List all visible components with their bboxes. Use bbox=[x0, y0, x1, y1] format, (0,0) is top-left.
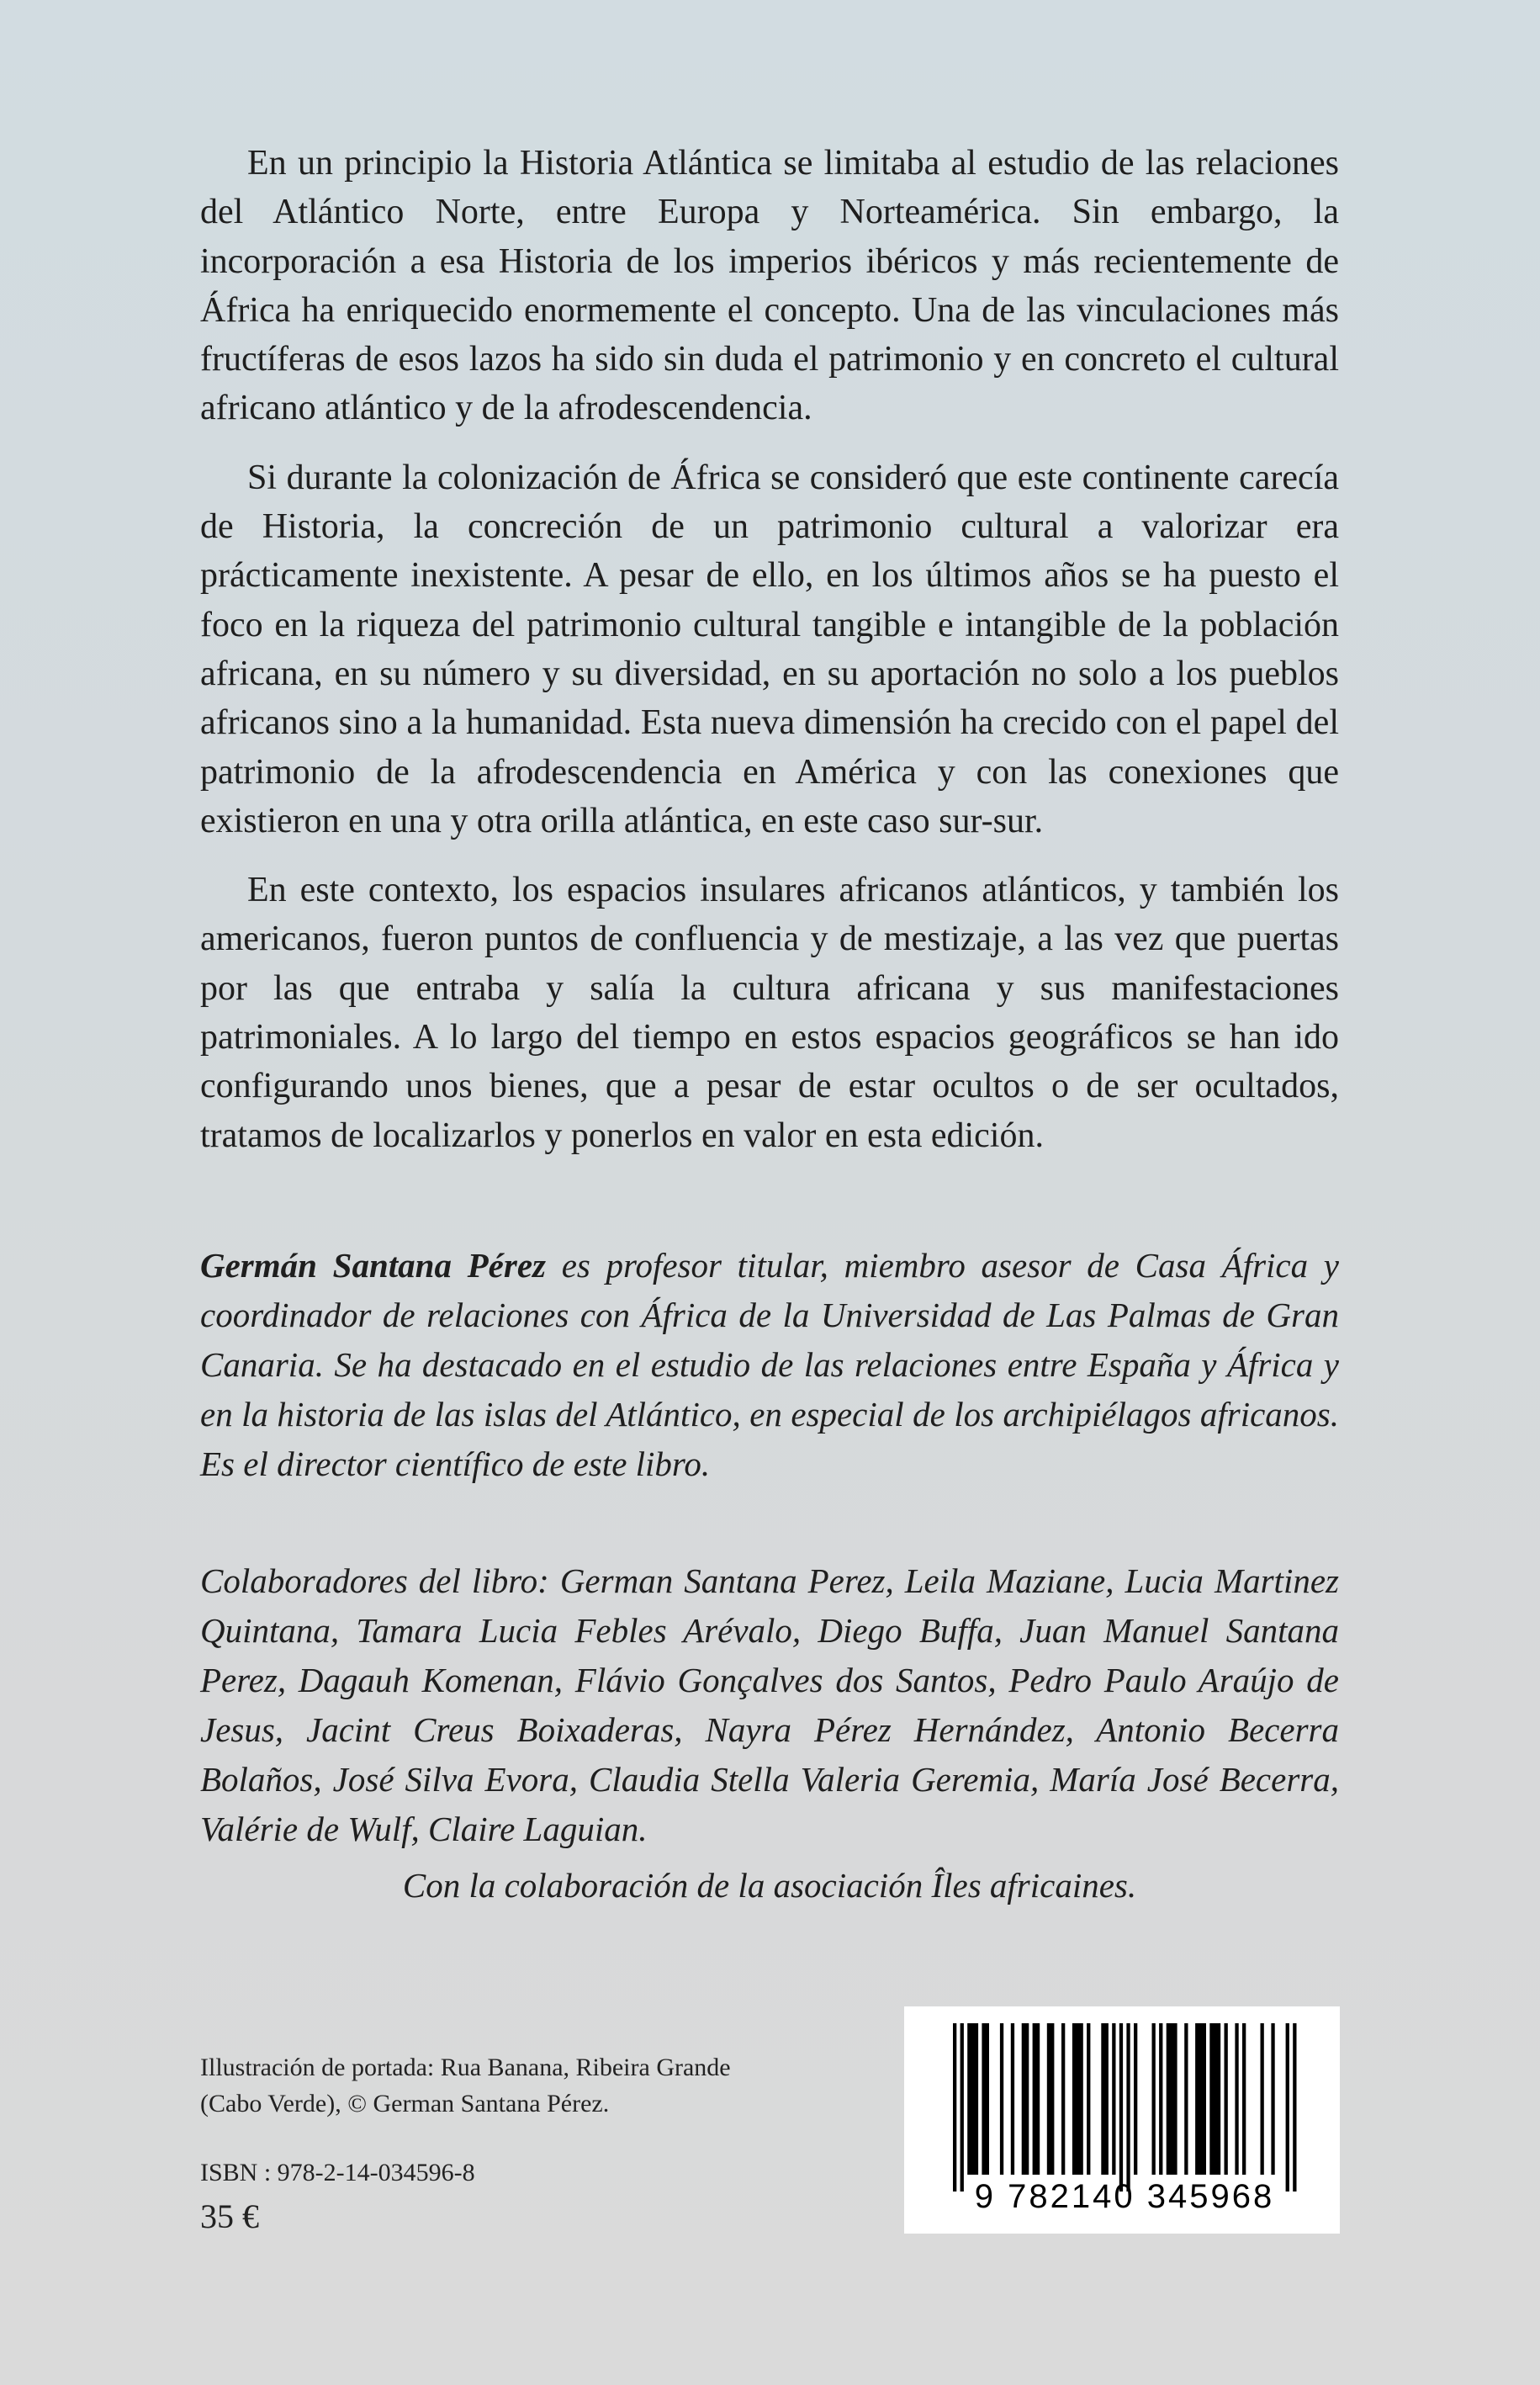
barcode-bar bbox=[1022, 2023, 1029, 2175]
barcode-bar bbox=[1000, 2023, 1003, 2175]
barcode-bar bbox=[1087, 2023, 1090, 2175]
barcode-bar bbox=[1011, 2023, 1014, 2175]
summary-paragraph-3: En este contexto, los espacios insulares africanos atlánticos, y también los americanos, fueron puntos de confluencia y de mestizaje, a las vez que puertas por las que entraba y salía la cultura africana y sus manifestaciones patrimoniales. A lo largo del tiempo en estos espacios geográficos se han ido configurando unos bienes, que a pesar de estar ocultos o de ser ocultados, tratamos de localizarlos y ponerlos en valor en esta edición. bbox=[200, 871, 1339, 1155]
cover-illustration-credit: Illustración de portada: Rua Banana, Ribeira Grande (Cabo Verde), © German Santana Pérez. bbox=[200, 2054, 731, 2117]
author-name: Germán Santana Pérez bbox=[200, 1246, 546, 1285]
barcode-bar bbox=[1271, 2023, 1274, 2175]
collaboration-note: Con la colaboración de la asociación Îles africaines. bbox=[402, 1866, 1137, 1905]
barcode-bar bbox=[1167, 2023, 1177, 2175]
barcode-bar bbox=[953, 2023, 956, 2192]
isbn: ISBN : 978-2-14-034596-8 bbox=[200, 2159, 475, 2186]
barcode-bar bbox=[1126, 2023, 1130, 2192]
book-summary bbox=[200, 139, 1339, 1180]
contributors-list bbox=[200, 1556, 1339, 1854]
barcode-bar bbox=[1209, 2023, 1220, 2175]
barcode-bar bbox=[1235, 2023, 1238, 2175]
barcode-bar bbox=[1261, 2023, 1264, 2175]
barcode-bar bbox=[1242, 2023, 1246, 2175]
barcode-bar bbox=[1225, 2023, 1228, 2175]
barcode-bar bbox=[1184, 2023, 1188, 2175]
author-bio-text: es profesor titular, miembro asesor de Casa África y coordinador de relaciones con África de la Universidad de Las Palmas de Gran Canaria. Se ha destacado en el estudio de las relaciones entre España y África y en la historia de las islas del Atlántico, en especial de los archipiélagos africanos. Es el director científico de este libro. bbox=[200, 1246, 1340, 1483]
barcode-bar bbox=[1195, 2023, 1206, 2175]
price: 35 € bbox=[200, 2197, 259, 2235]
barcode-bar bbox=[1134, 2023, 1137, 2175]
barcode-digits: 9 782140 345968 bbox=[974, 2178, 1275, 2215]
barcode-bar bbox=[967, 2023, 978, 2175]
barcode-bar bbox=[1033, 2023, 1040, 2175]
barcode-bar bbox=[1119, 2023, 1123, 2192]
barcode-bar bbox=[1047, 2023, 1055, 2175]
author-bio bbox=[200, 1241, 1339, 1489]
barcode-bar bbox=[1101, 2023, 1109, 2175]
summary-paragraph-1: En un principio la Historia Atlántica se limitaba al estudio de las relaciones del Atlántico Norte, entre Europa y Norteamérica. Sin embargo, la incorporación a esa Historia de los imperios ibéricos y más recientemente de África ha enriquecido enormemente el concepto. Una de las vinculaciones más fructíferas de esos lazos ha sido sin duda el patrimonio y en concreto el cultural africano atlántico y de la afrodescendencia. bbox=[200, 144, 1339, 428]
barcode-bar bbox=[982, 2023, 989, 2175]
barcode-bar bbox=[1152, 2023, 1156, 2175]
author-bio-paragraph bbox=[200, 1241, 1339, 1489]
barcode-bar bbox=[1072, 2023, 1083, 2175]
barcode-bar bbox=[961, 2023, 964, 2192]
barcode-bar bbox=[1112, 2023, 1115, 2175]
barcode-bar bbox=[1293, 2023, 1296, 2192]
contributors-text: Colaboradores del libro: German Santana Perez, Leila Maziane, Lucia Martinez Quintana, Tamara Lucia Febles Arévalo, Diego Buffa, Juan Manuel Santana Perez, Dagauh Komenan, Flávio Gonçalves dos Santos, Pedro Paulo Araújo de Jesus, Jacint Creus Boixaderas, Nayra Pérez Hernández, Antonio Becerra Bolaños, José Silva Evora, Claudia Stella Valeria Geremia, María José Becerra, Valérie de Wulf, Claire Laguian. bbox=[200, 1561, 1339, 1848]
barcode-bar bbox=[1159, 2023, 1162, 2175]
barcode bbox=[904, 2006, 1340, 2234]
barcode-bar bbox=[1286, 2023, 1289, 2192]
summary-paragraph-2: Si durante la colonización de África se consideró que este continente carecía de Historia, la concreción de un patrimonio cultural a valorizar era prácticamente inexistente. A pesar de ello, en los últimos años se ha puesto el foco en la riqueza del patrimonio cultural tangible e intangible de la población africana, en su número y su diversidad, en su aportación no solo a los pueblos africanos sino a la humanidad. Esta nueva dimensión ha crecido con el papel del patrimonio de la afrodescendencia en América y con las conexiones que existieron en una y otra orilla atlántica, en este caso sur-sur. bbox=[200, 458, 1339, 840]
barcode-bar bbox=[1061, 2023, 1065, 2175]
